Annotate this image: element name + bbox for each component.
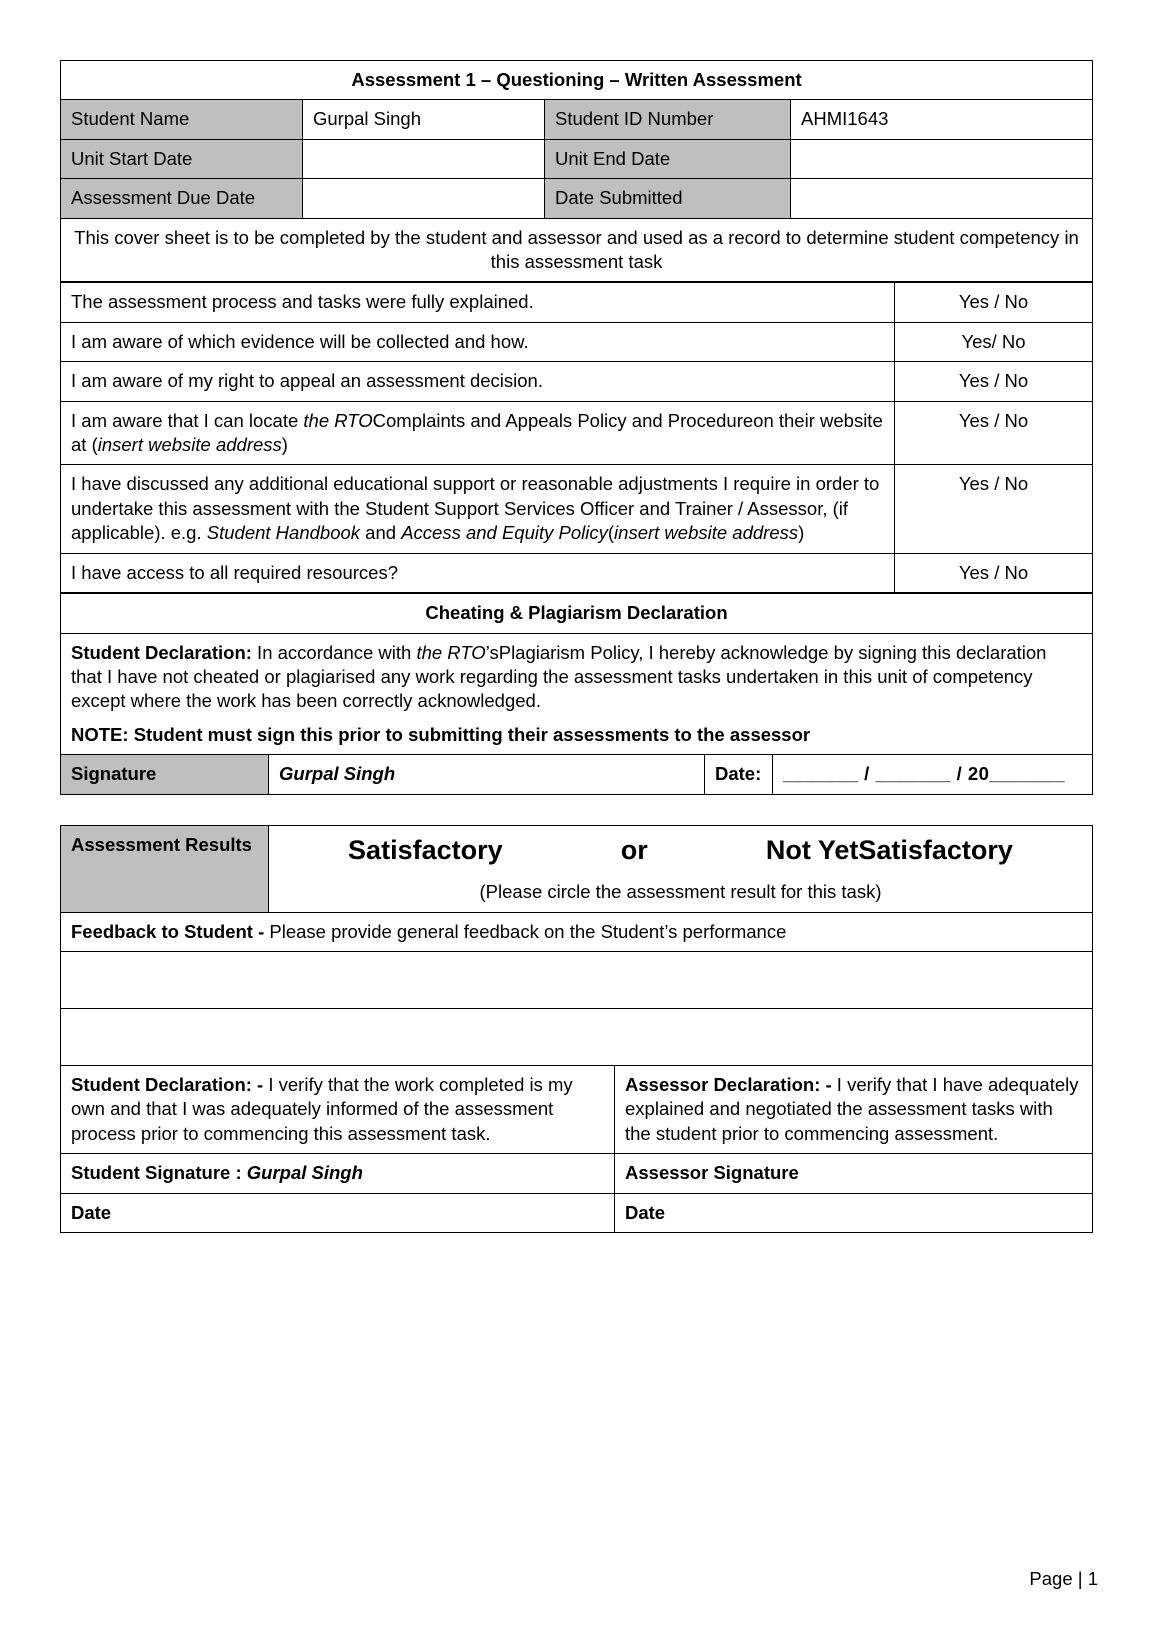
table-row xyxy=(61,951,1093,1008)
table-row xyxy=(61,1008,1093,1065)
plagiarism-declaration xyxy=(61,633,1093,755)
date-submitted-value[interactable] xyxy=(791,179,1093,218)
student-name-value[interactable]: Gurpal Singh xyxy=(303,100,545,139)
student-signature-label: Student Signature : xyxy=(71,1162,247,1184)
checklist-item-answer[interactable]: Yes / No xyxy=(895,362,1093,401)
assessment-due-date-label: Assessment Due Date xyxy=(61,179,303,218)
checklist-item-text: I have access to all required resources? xyxy=(61,553,895,592)
signature-date-label: Date: xyxy=(705,755,773,794)
student-id-value[interactable]: AHMI1643 xyxy=(791,100,1093,139)
table-row xyxy=(61,179,1093,218)
student-declaration-text-2: ’sPlagiarism Policy, I hereby acknowledge by signing this declaration that I have not cheated or plagiarised any work regarding the assessment tasks undertaken in this unit of competency except where the work has been correctly acknowledged. xyxy=(71,641,1047,712)
assessor-signature-cell[interactable]: Assessor Signature xyxy=(615,1154,1093,1193)
cover-sheet-table xyxy=(60,60,1093,282)
feedback-text: Please provide general feedback on the Student’s performance xyxy=(264,920,787,942)
assessment-due-date-value[interactable] xyxy=(303,179,545,218)
table-row xyxy=(61,594,1093,633)
student-declaration-cell xyxy=(61,1065,615,1153)
checklist-item-answer[interactable]: Yes / No xyxy=(895,553,1093,592)
assessment-results-label: Assessment Results xyxy=(61,825,269,912)
table-row xyxy=(61,283,1093,322)
page-footer: Page | 1 xyxy=(1029,1568,1098,1589)
checklist-item-text: The assessment process and tasks were fully explained. xyxy=(61,283,895,322)
assessor-declaration-text: I verify that I have adequately explained and negotiated the assessment tasks with the student prior to commencing assessment. xyxy=(625,1073,1079,1144)
assessment-results-options xyxy=(269,825,1093,912)
page-title: Assessment 1 – Questioning – Written Assessment xyxy=(61,61,1093,100)
unit-start-date-label: Unit Start Date xyxy=(61,139,303,178)
checklist-item-text: I am aware that I can locate the RTOComplaints and Appeals Policy and Procedureon their website at (insert website address) xyxy=(61,401,895,465)
signature-label: Signature xyxy=(61,755,269,794)
table-row xyxy=(61,322,1093,361)
plagiarism-table xyxy=(60,593,1093,794)
signature-value[interactable]: Gurpal Singh xyxy=(269,755,705,794)
checklist-item-text: I am aware of which evidence will be collected and how. xyxy=(61,322,895,361)
assessor-declaration-label: Assessor Declaration: - xyxy=(625,1073,832,1095)
table-row xyxy=(61,633,1093,755)
feedback-line-1[interactable] xyxy=(61,951,1093,1008)
date-submitted-label: Date Submitted xyxy=(545,179,791,218)
result-option-or: or xyxy=(620,834,648,865)
table-row xyxy=(61,1193,1093,1232)
student-declaration-verify-text: I verify that the work completed is my own and that I was adequately informed of the assessment process prior to commencing this assessment task. xyxy=(71,1073,573,1144)
assessment-results-table xyxy=(60,825,1093,1233)
table-row xyxy=(61,100,1093,139)
assessment-results-note: (Please circle the assessment result for this task) xyxy=(479,881,882,903)
unit-start-date-value[interactable] xyxy=(303,139,545,178)
plagiarism-note: NOTE: Student must sign this prior to submitting their assessments to the assessor xyxy=(71,723,811,745)
feedback-label: Feedback to Student - xyxy=(71,920,265,942)
student-id-label: Student ID Number xyxy=(545,100,791,139)
checklist-item-answer[interactable]: Yes/ No xyxy=(895,322,1093,361)
unit-end-date-value[interactable] xyxy=(791,139,1093,178)
table-row xyxy=(61,218,1093,282)
table-row xyxy=(61,553,1093,592)
table-row xyxy=(61,401,1093,465)
student-declaration-label: Student Declaration: xyxy=(71,641,252,663)
assessor-date-cell[interactable]: Date xyxy=(615,1193,1093,1232)
student-name-label: Student Name xyxy=(61,100,303,139)
assessor-declaration-cell xyxy=(615,1065,1093,1153)
student-signature-value: Gurpal Singh xyxy=(246,1162,363,1184)
result-option-not-yet-satisfactory[interactable]: Not YetSatisfactory xyxy=(765,834,1013,865)
checklist-table xyxy=(60,282,1093,593)
cover-sheet-note: This cover sheet is to be completed by the student and assessor and used as a record to determine student competency in this assessment task xyxy=(61,218,1093,282)
unit-end-date-label: Unit End Date xyxy=(545,139,791,178)
table-spacer xyxy=(60,795,1098,825)
checklist-item-answer[interactable]: Yes / No xyxy=(895,465,1093,553)
table-row xyxy=(61,755,1093,794)
student-date-cell[interactable]: Date xyxy=(61,1193,615,1232)
signature-date-blanks[interactable]: _______ / _______ / 20_______ xyxy=(773,755,1093,794)
student-signature-cell[interactable] xyxy=(61,1154,615,1193)
table-row xyxy=(61,1065,1093,1153)
table-row xyxy=(61,139,1093,178)
student-declaration-text-1: In accordance with xyxy=(251,641,417,663)
student-declaration-italic: the RTO xyxy=(416,641,486,663)
table-row xyxy=(61,61,1093,100)
student-declaration-verify-label: Student Declaration: - xyxy=(71,1073,264,1095)
checklist-item-text: I have discussed any additional educational support or reasonable adjustments I require in order to undertake this assessment with the Student Support Services Officer and Trainer / Assessor, (if applicable). e.g. Student Handbook and Access and Equity Policy(insert website address) xyxy=(61,465,895,553)
feedback-line-2[interactable] xyxy=(61,1008,1093,1065)
table-row xyxy=(61,912,1093,951)
result-option-satisfactory[interactable]: Satisfactory xyxy=(348,834,503,865)
checklist-item-text: I am aware of my right to appeal an assessment decision. xyxy=(61,362,895,401)
table-row xyxy=(61,465,1093,553)
feedback-heading xyxy=(61,912,1093,951)
plagiarism-heading: Cheating & Plagiarism Declaration xyxy=(61,594,1093,633)
table-row xyxy=(61,825,1093,912)
table-row xyxy=(61,362,1093,401)
checklist-item-answer[interactable]: Yes / No xyxy=(895,283,1093,322)
table-row xyxy=(61,1154,1093,1193)
checklist-item-answer[interactable]: Yes / No xyxy=(895,401,1093,465)
